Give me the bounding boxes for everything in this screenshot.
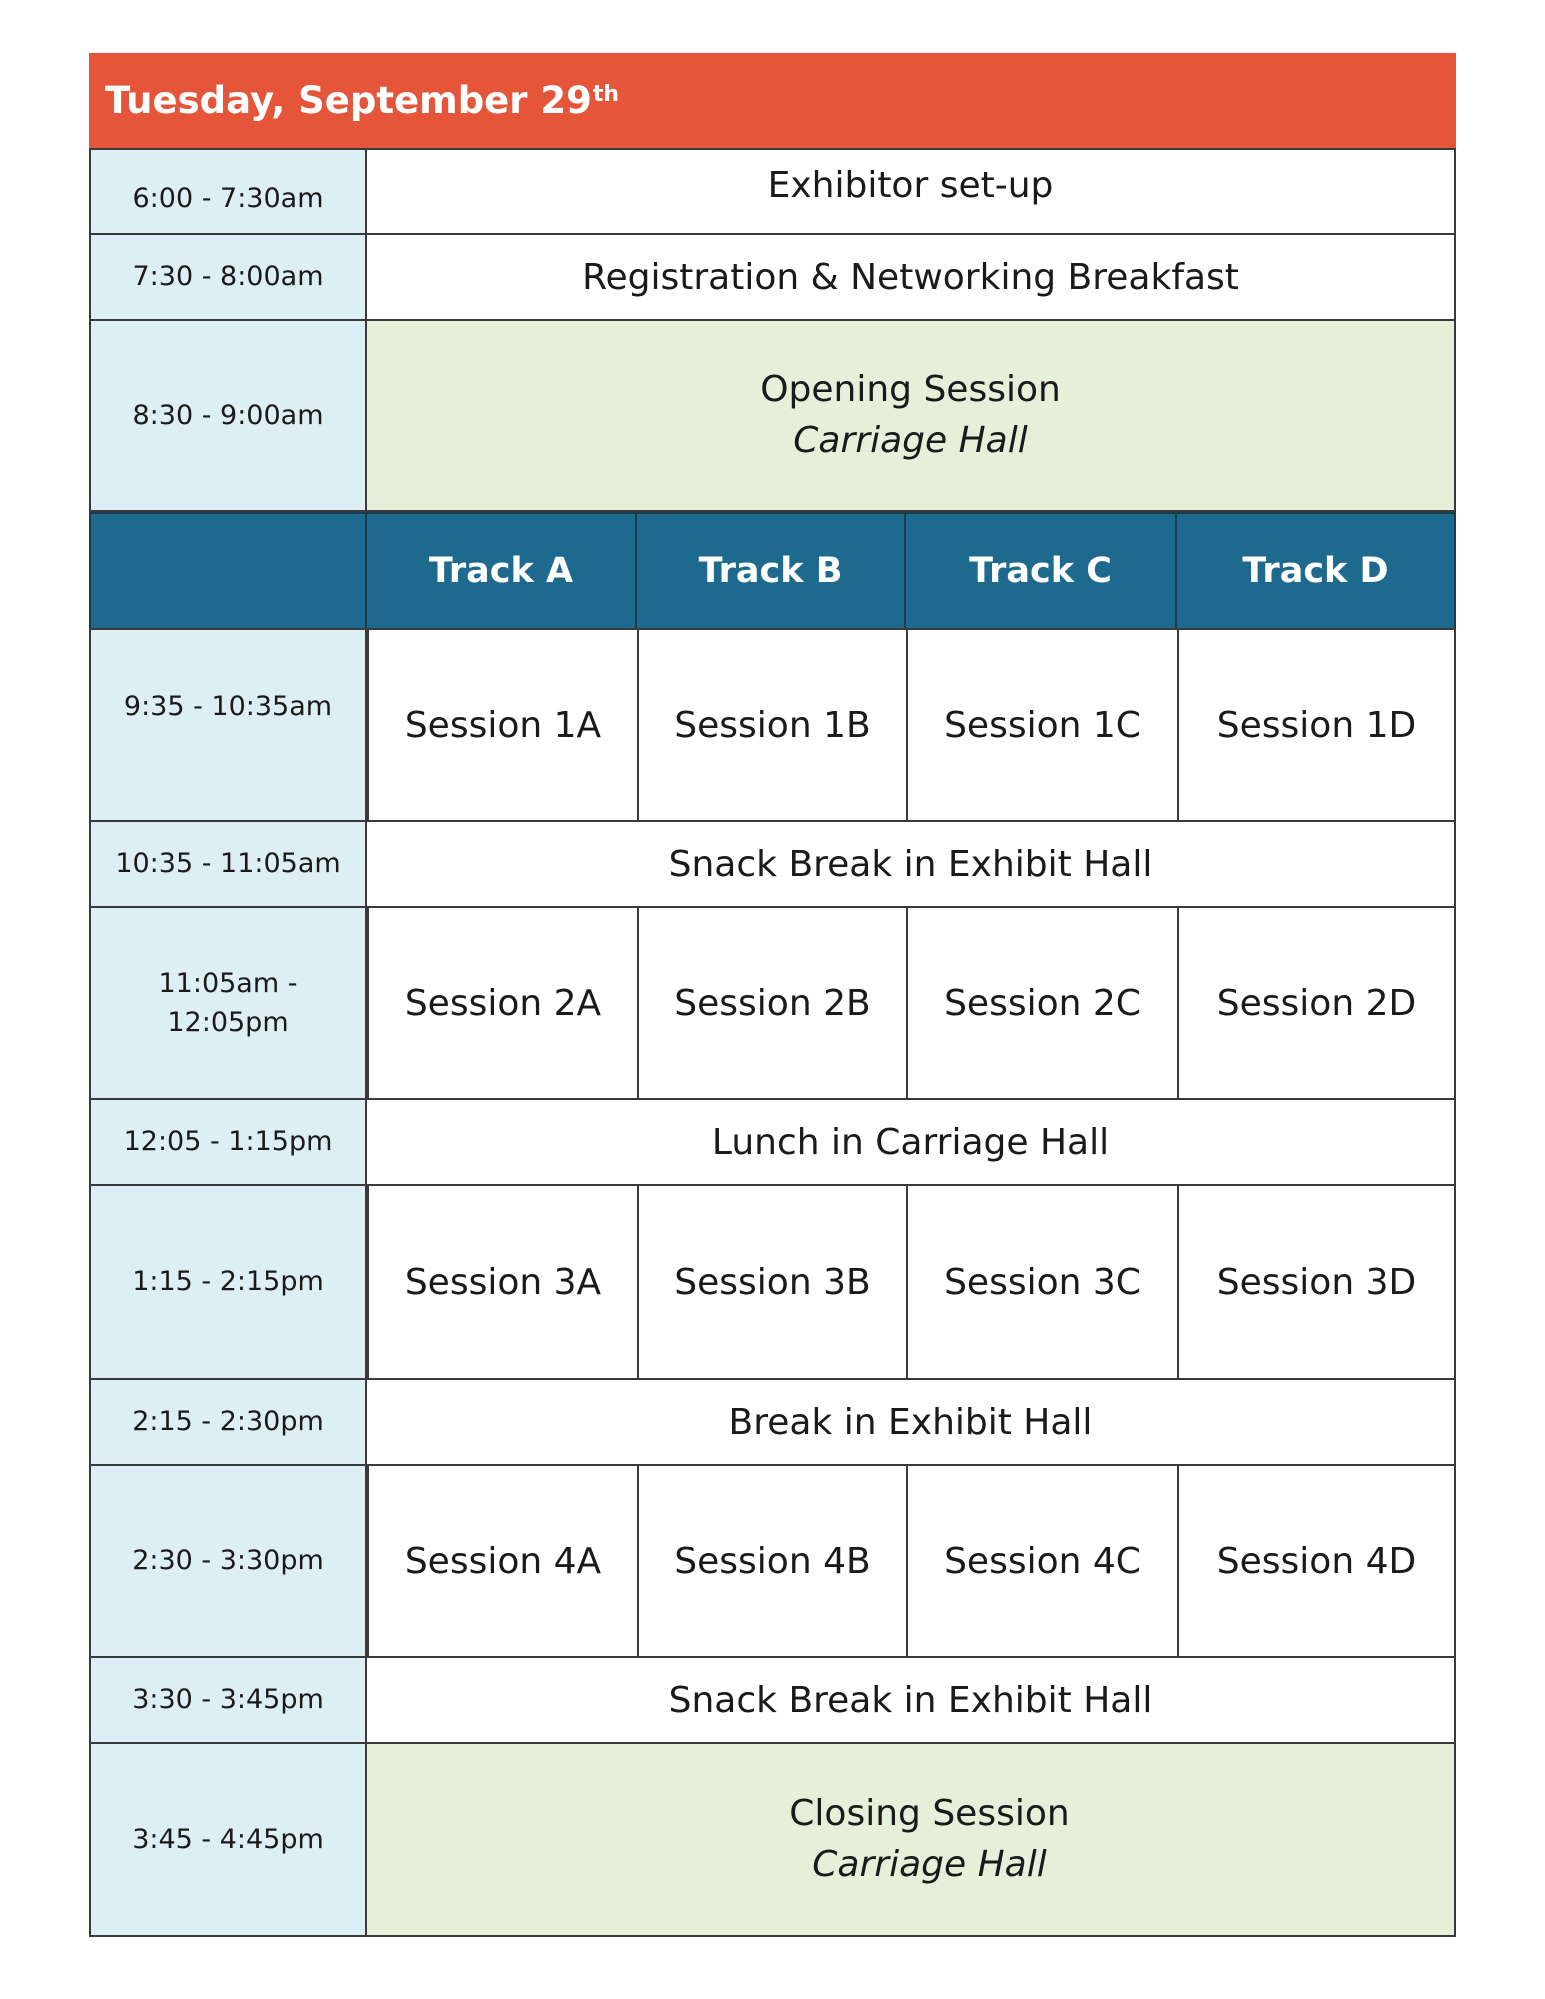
session-label: Session 3A (404, 1261, 602, 1303)
time-label: 1:15 - 2:15pm (132, 1266, 324, 1298)
session-location: Carriage Hall (812, 1843, 1047, 1885)
item-label: Break in Exhibit Hall (728, 1401, 1093, 1443)
time-cell (89, 1184, 367, 1380)
session-label: Session 3D (1216, 1261, 1417, 1303)
item-label: Snack Break in Exhibit Hall (668, 1679, 1153, 1721)
schedule-item (365, 1378, 1456, 1466)
item-label: Snack Break in Exhibit Hall (668, 843, 1153, 885)
session-cell (1177, 1464, 1456, 1658)
session-cell (637, 1464, 908, 1658)
session-label: Session 1A (404, 704, 602, 746)
time-label: 3:30 - 3:45pm (132, 1684, 324, 1716)
track-header-blank (89, 512, 367, 630)
closing-session (365, 1742, 1456, 1937)
session-label: Session 3C (944, 1261, 1141, 1303)
session-location: Carriage Hall (793, 419, 1028, 461)
session-label: Session 2A (404, 982, 602, 1024)
session-label: Session 1D (1216, 704, 1417, 746)
time-cell (89, 148, 367, 235)
track-header (635, 512, 906, 630)
session-label: Session 4B (674, 1540, 871, 1582)
time-label: 2:30 - 3:30pm (132, 1545, 324, 1577)
day-title: Tuesday, September 29 (105, 79, 592, 122)
session-cell (1177, 906, 1456, 1100)
time-cell (89, 1742, 367, 1937)
time-label: 12:05pm (167, 1007, 289, 1038)
session-cell (367, 1464, 639, 1658)
session-label: Session 1B (674, 704, 871, 746)
track-label: Track D (1242, 551, 1389, 591)
session-cell (906, 628, 1179, 822)
session-cell (637, 628, 908, 822)
time-label: 7:30 - 8:00am (132, 261, 324, 293)
session-label: Session 4D (1216, 1540, 1417, 1582)
session-cell (637, 906, 908, 1100)
session-cell (906, 1184, 1179, 1380)
session-cell (367, 1184, 639, 1380)
item-label: Registration & Networking Breakfast (582, 256, 1239, 298)
schedule-item (365, 1656, 1456, 1744)
session-cell (906, 1464, 1179, 1658)
time-label: 2:15 - 2:30pm (132, 1406, 324, 1438)
time-label: 6:00 - 7:30am (132, 182, 324, 214)
time-label: 9:35 - 10:35am (123, 691, 333, 723)
session-label: Session 1C (944, 704, 1141, 746)
session-label: Session 2B (674, 982, 871, 1024)
time-cell (89, 1464, 367, 1658)
time-label: 11:05am - (158, 967, 298, 999)
session-cell (1177, 1184, 1456, 1380)
track-header (904, 512, 1177, 630)
session-cell (1177, 628, 1456, 822)
time-cell (89, 319, 367, 512)
session-label: Session 4A (404, 1540, 602, 1582)
time-label: 8:30 - 9:00am (132, 399, 324, 431)
session-label: Session 2C (944, 982, 1141, 1024)
item-label: Lunch in Carriage Hall (711, 1121, 1110, 1163)
schedule-item (365, 148, 1456, 235)
time-cell (89, 1098, 367, 1186)
session-cell (637, 1184, 908, 1380)
time-cell (89, 820, 367, 908)
time-cell (89, 233, 367, 321)
item-label: Exhibitor set-up (767, 165, 1054, 206)
day-header (89, 53, 1456, 148)
schedule-item (365, 1098, 1456, 1186)
time-cell (89, 906, 367, 1100)
schedule-item (365, 233, 1456, 321)
track-label: Track C (969, 551, 1112, 591)
time-label: 10:35 - 11:05am (115, 848, 341, 880)
session-title: Closing Session (789, 1793, 1070, 1835)
track-header (1175, 512, 1456, 630)
track-label: Track A (428, 551, 574, 591)
track-header (365, 512, 637, 630)
session-label: Session 3B (674, 1261, 871, 1303)
session-title: Opening Session (760, 369, 1061, 411)
time-cell (89, 1656, 367, 1744)
session-label: Session 2D (1216, 982, 1417, 1024)
session-label: Session 4C (944, 1540, 1141, 1582)
time-cell (89, 1378, 367, 1466)
session-cell (367, 628, 639, 822)
track-label: Track B (698, 551, 843, 591)
time-label: 12:05 - 1:15pm (123, 1126, 333, 1158)
time-cell (89, 628, 367, 822)
schedule-item (365, 820, 1456, 908)
time-label: 3:45 - 4:45pm (132, 1823, 324, 1855)
session-cell (906, 906, 1179, 1100)
opening-session (365, 319, 1456, 512)
day-suffix: th (592, 82, 620, 107)
session-cell (367, 906, 639, 1100)
